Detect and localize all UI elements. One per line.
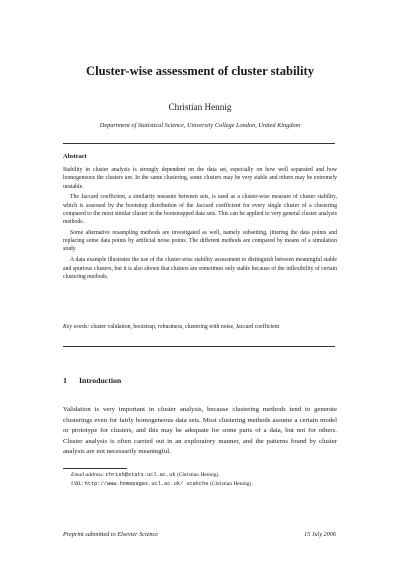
author-name: Christian Hennig xyxy=(168,102,232,112)
abstract-bottom-rule xyxy=(63,346,335,347)
section-number: 1 xyxy=(63,376,67,385)
abstract-heading: Abstract xyxy=(63,153,87,160)
keywords-list: cluster validation, bootstrap, robustness, clustering with noise, Jaccard coefficient xyxy=(90,324,280,330)
homepage-url[interactable]: http://www.homepages.ucl.ac.uk/ ucakche xyxy=(84,481,209,487)
abstract-paragraph: A data example illustrates the use of the cluster-wise stability assessment to distinguish between meaningful stable and spurious clusters, but it is also shown that clusters are sometimes only stable because of the inflexibility of certain clustering methods. xyxy=(63,257,337,280)
email-address[interactable]: chrish@stats.ucl.ac.uk xyxy=(105,472,176,478)
keywords-label: Key words: xyxy=(63,324,90,330)
keywords xyxy=(63,323,337,331)
abstract-top-rule xyxy=(63,143,335,144)
paper-title: Cluster-wise assessment of cluster stability xyxy=(85,64,315,78)
introduction-paragraph: Validation is very important in cluster analysis, because clustering methods tend to generate clusterings even for fairly homogeneous data sets. Most clustering methods assume a certain model or prototype for clusters, and this may be adequate for some parts of a data, but not for others. Cluster analysis is often carried out in an exploratory manner, and the patterns found by cluster analysis are not necessarily meaningful. xyxy=(63,406,337,455)
abstract-paragraph: Stability in cluster analysis is strongly dependent on the data set, especially on how well separated and how homogeneous the clusters are. In the same clustering, some clusters may be very stable and others may be extremely unstable. xyxy=(63,167,337,190)
abstract-body xyxy=(63,166,337,284)
abstract-paragraph: Some alternative resampling methods are investigated as well, namely subsetting, jittering the data points and replacing some data points by artificial noise points. The different methods are compared by means of a simulation study. xyxy=(63,229,337,253)
url-suffix: (Christian Hennig). xyxy=(209,481,253,487)
abstract-paragraph: The Jaccard coefficient, a similarity measure between sets, is used as a cluster-wise measure of cluster stability, which is assessed by the bootstrap distribution of the Jaccard coefficient for every single cluster of a clustering compared to the most similar cluster in the bootstrapped data sets. This can be applied to very general cluster analysis methods. xyxy=(63,194,337,226)
footnote-url xyxy=(71,481,253,487)
section-title: Introduction xyxy=(78,376,122,385)
footnote-email xyxy=(71,472,220,478)
author-affiliation: Department of Statistical Science, University College London, United Kingdom xyxy=(99,122,301,129)
email-label: Email address: xyxy=(71,472,105,478)
url-label: URL: xyxy=(71,481,84,487)
footer-date: 15 July 2006 xyxy=(304,531,336,538)
footnote-rule xyxy=(63,468,127,469)
section-heading xyxy=(63,376,121,385)
footer-preprint-note: Preprint submitted to Elsevier Science xyxy=(63,531,158,538)
email-suffix: (Christian Hennig). xyxy=(176,472,220,478)
